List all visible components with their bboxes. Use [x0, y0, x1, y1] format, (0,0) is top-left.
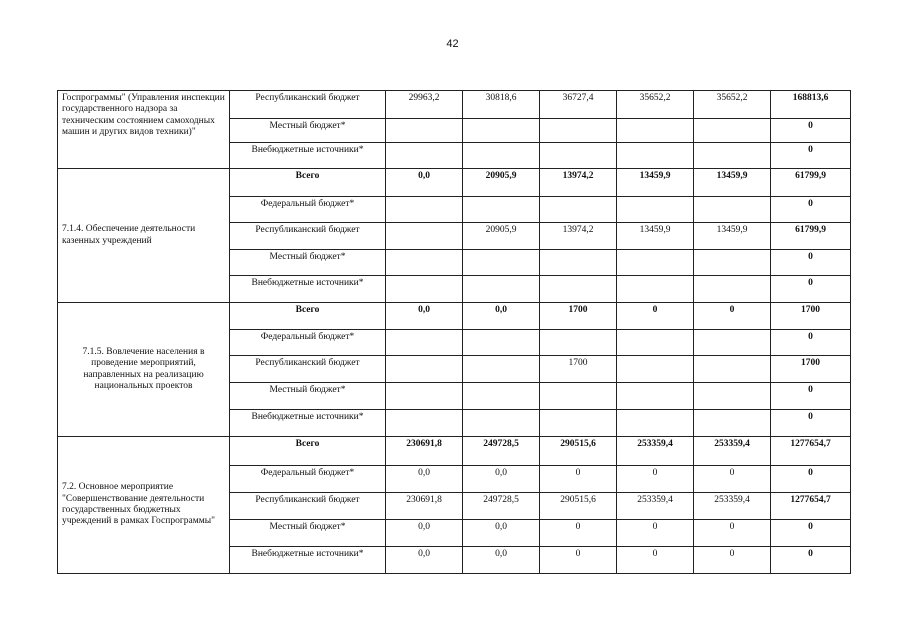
funding-source-cell: Республиканский бюджет	[230, 493, 386, 520]
year-value-cell	[617, 330, 694, 356]
year-value-cell: 0	[694, 466, 771, 493]
funding-source-cell: Местный бюджет*	[230, 383, 386, 410]
program-name-cell: 7.1.4. Обеспечение деятельности казенных учреждений	[58, 169, 230, 303]
year-value-cell	[540, 197, 617, 223]
year-value-cell	[617, 410, 694, 437]
total-value-cell: 1277654,7	[771, 493, 851, 520]
year-value-cell: 0,0	[386, 466, 463, 493]
funding-source-cell: Внебюджетные источники*	[230, 143, 386, 169]
year-value-cell	[386, 250, 463, 276]
year-value-cell	[386, 330, 463, 356]
year-value-cell: 0	[540, 466, 617, 493]
funding-source-cell: Внебюджетные источники*	[230, 547, 386, 574]
year-value-cell: 253359,4	[694, 437, 771, 466]
year-value-cell: 0,0	[463, 520, 540, 547]
year-value-cell: 290515,6	[540, 437, 617, 466]
year-value-cell	[386, 276, 463, 303]
year-value-cell	[617, 119, 694, 143]
year-value-cell	[694, 383, 771, 410]
year-value-cell	[540, 410, 617, 437]
total-value-cell: 0	[771, 547, 851, 574]
total-value-cell: 0	[771, 197, 851, 223]
year-value-cell: 13459,9	[694, 169, 771, 197]
funding-source-cell: Местный бюджет*	[230, 250, 386, 276]
year-value-cell: 253359,4	[694, 493, 771, 520]
year-value-cell	[694, 330, 771, 356]
year-value-cell	[386, 410, 463, 437]
funding-source-cell: Республиканский бюджет	[230, 356, 386, 383]
year-value-cell	[463, 276, 540, 303]
total-value-cell: 0	[771, 410, 851, 437]
year-value-cell	[694, 143, 771, 169]
year-value-cell	[617, 276, 694, 303]
funding-source-cell: Федеральный бюджет*	[230, 197, 386, 223]
total-value-cell: 1700	[771, 303, 851, 330]
year-value-cell	[694, 356, 771, 383]
year-value-cell	[386, 197, 463, 223]
year-value-cell: 0,0	[386, 169, 463, 197]
year-value-cell	[463, 383, 540, 410]
table-row	[58, 91, 851, 119]
year-value-cell: 253359,4	[617, 437, 694, 466]
year-value-cell	[540, 119, 617, 143]
funding-source-cell: Федеральный бюджет*	[230, 466, 386, 493]
year-value-cell: 253359,4	[617, 493, 694, 520]
total-value-cell: 61799,9	[771, 169, 851, 197]
year-value-cell: 249728,5	[463, 437, 540, 466]
funding-source-cell: Республиканский бюджет	[230, 91, 386, 119]
year-value-cell	[540, 143, 617, 169]
year-value-cell	[617, 383, 694, 410]
year-value-cell	[540, 250, 617, 276]
year-value-cell: 35652,2	[694, 91, 771, 119]
year-value-cell: 36727,4	[540, 91, 617, 119]
year-value-cell: 29963,2	[386, 91, 463, 119]
year-value-cell	[463, 143, 540, 169]
year-value-cell: 0	[617, 303, 694, 330]
year-value-cell: 230691,8	[386, 493, 463, 520]
year-value-cell	[463, 197, 540, 223]
total-value-cell: 0	[771, 466, 851, 493]
funding-source-cell: Всего	[230, 169, 386, 197]
year-value-cell: 1700	[540, 303, 617, 330]
year-value-cell: 0,0	[463, 547, 540, 574]
year-value-cell	[540, 276, 617, 303]
year-value-cell	[386, 356, 463, 383]
year-value-cell: 35652,2	[617, 91, 694, 119]
total-value-cell: 0	[771, 119, 851, 143]
year-value-cell	[386, 119, 463, 143]
year-value-cell	[694, 197, 771, 223]
total-value-cell: 0	[771, 520, 851, 547]
year-value-cell	[463, 119, 540, 143]
year-value-cell: 0	[617, 547, 694, 574]
budget-table	[57, 90, 851, 574]
year-value-cell	[386, 223, 463, 250]
year-value-cell: 0	[694, 303, 771, 330]
year-value-cell	[694, 276, 771, 303]
year-value-cell	[617, 250, 694, 276]
total-value-cell: 0	[771, 143, 851, 169]
year-value-cell	[540, 330, 617, 356]
program-name-cell: 7.1.5. Вовлечение населения в проведение мероприятий, направленных на реализацию национальных проектов	[58, 303, 230, 437]
table-row	[58, 437, 851, 466]
total-value-cell: 0	[771, 383, 851, 410]
year-value-cell	[463, 356, 540, 383]
year-value-cell	[694, 410, 771, 437]
year-value-cell: 0,0	[463, 466, 540, 493]
funding-source-cell: Внебюджетные источники*	[230, 276, 386, 303]
page-number: 42	[446, 38, 459, 50]
program-name-cell: 7.2. Основное мероприятие "Совершенствование деятельности государственных бюджетных учреждений в рамках Госпрограммы"	[58, 437, 230, 574]
table-row	[58, 169, 851, 197]
year-value-cell	[463, 330, 540, 356]
year-value-cell: 13459,9	[617, 223, 694, 250]
year-value-cell	[617, 143, 694, 169]
year-value-cell	[540, 383, 617, 410]
year-value-cell: 0	[694, 520, 771, 547]
funding-source-cell: Внебюджетные источники*	[230, 410, 386, 437]
total-value-cell: 0	[771, 250, 851, 276]
year-value-cell: 0,0	[386, 303, 463, 330]
year-value-cell: 0	[617, 466, 694, 493]
year-value-cell: 13459,9	[617, 169, 694, 197]
year-value-cell: 0	[617, 520, 694, 547]
year-value-cell	[386, 143, 463, 169]
year-value-cell: 0	[694, 547, 771, 574]
funding-source-cell: Всего	[230, 303, 386, 330]
year-value-cell: 30818,6	[463, 91, 540, 119]
table-row	[58, 303, 851, 330]
year-value-cell: 13459,9	[694, 223, 771, 250]
year-value-cell: 0,0	[463, 303, 540, 330]
year-value-cell	[386, 383, 463, 410]
funding-source-cell: Республиканский бюджет	[230, 223, 386, 250]
year-value-cell: 230691,8	[386, 437, 463, 466]
year-value-cell: 249728,5	[463, 493, 540, 520]
year-value-cell	[694, 119, 771, 143]
year-value-cell: 290515,6	[540, 493, 617, 520]
total-value-cell: 0	[771, 330, 851, 356]
year-value-cell	[694, 250, 771, 276]
year-value-cell	[617, 356, 694, 383]
funding-source-cell: Местный бюджет*	[230, 520, 386, 547]
year-value-cell	[463, 410, 540, 437]
program-name-cell: Госпрограммы" (Управления инспекции государственного надзора за техническим состоянием самоходных машин и других видов техники)"	[58, 91, 230, 169]
total-value-cell: 1700	[771, 356, 851, 383]
year-value-cell: 0,0	[386, 547, 463, 574]
year-value-cell: 20905,9	[463, 169, 540, 197]
funding-source-cell: Федеральный бюджет*	[230, 330, 386, 356]
total-value-cell: 1277654,7	[771, 437, 851, 466]
year-value-cell: 13974,2	[540, 223, 617, 250]
year-value-cell	[617, 197, 694, 223]
year-value-cell	[463, 250, 540, 276]
total-value-cell: 61799,9	[771, 223, 851, 250]
total-value-cell: 0	[771, 276, 851, 303]
total-value-cell: 168813,6	[771, 91, 851, 119]
year-value-cell: 0	[540, 520, 617, 547]
year-value-cell: 20905,9	[463, 223, 540, 250]
funding-source-cell: Местный бюджет*	[230, 119, 386, 143]
year-value-cell: 0,0	[386, 520, 463, 547]
funding-source-cell: Всего	[230, 437, 386, 466]
year-value-cell: 0	[540, 547, 617, 574]
year-value-cell: 1700	[540, 356, 617, 383]
year-value-cell: 13974,2	[540, 169, 617, 197]
